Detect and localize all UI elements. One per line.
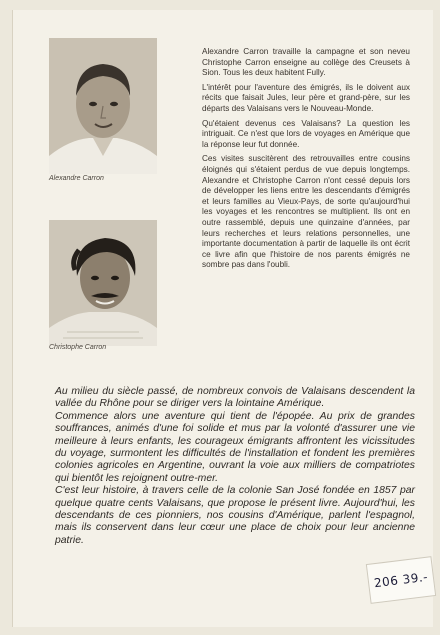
portrait-christophe-carron [49,220,157,346]
portrait-caption-alexandre: Alexandre Carron [49,175,104,182]
back-cover-page [12,10,433,627]
portrait-caption-christophe: Christophe Carron [49,344,107,351]
portrait-image [49,220,157,346]
portrait-alexandre-carron [49,38,157,174]
blurb-paragraph: C'est leur histoire, à travers celle de la colonie San José fondée en 1857 par quelque quatre cents Valaisans, que propose le présent livre. Aujourd'hui, les descendants de ces pionniers, nos cousins d'Amérique, parlent l'espagnol, mais ils conservent dans leur cœur une place de choix pour leur ancienne patrie. [55,485,415,546]
portrait-image [49,38,157,174]
blurb-paragraph: Commence alors une aventure qui tient de l'épopée. Au prix de grandes souffrances, animés d'une foi solide et mus par la volonté d'assurer une vie meilleure à leurs enfants, les courageux émigrants affrontent les vicissitudes du voyage, surmontent les difficultés de l'installation et fondent les premières colonies agricoles en Argentine, ouvrant la voie aux milliers de compatriotes qui bientôt les rejoignent outre-mer. [55,410,415,484]
blurb-paragraph: Au milieu du siècle passé, de nombreux convois de Valaisans descendent la vallée du Rhône pour se diriger vers la lointaine Amérique. [55,386,415,410]
price-sticker: 206 39.- [366,556,436,604]
bio-paragraph: L'intérêt pour l'aventure des émigrés, ils le doivent aux récits que faisait Jules, leur père et grand-père, sur les départs des Valaisans vers le Nouveau-Monde. [202,82,410,113]
bio-paragraph: Alexandre Carron travaille la campagne et son neveu Christophe Carron enseigne au collège des Creusets à Sion. Tous les deux habitent Fully. [202,47,410,78]
author-biography [202,47,410,275]
bio-paragraph: Qu'étaient devenus ces Valaisans? La question les intriguait. Ce n'est que lors de voyages en Amérique que la réponse leur fut donnée. [202,118,410,149]
book-blurb [55,386,415,547]
bio-paragraph: Ces visites suscitèrent des retrouvailles entre cousins éloignés qui s'étaient perdus de vue depuis longtemps. Alexandre et Christophe Carron n'ont cessé depuis lors de développer les liens entre les descendants d'émigrés et leurs familles au Vieux-Pays, de sorte qu'aujourd'hui les voyages et les rencontres se multiplient. Ils ont en outre rassemblé, depuis une quinzaine d'années, par leurs recherches et leurs relations personnelles, une importante documentation à partir de laquelle ils ont écrit ce livre afin que l'histoire de nos parents émigrés ne sombre pas dans l'oubli. [202,154,410,270]
